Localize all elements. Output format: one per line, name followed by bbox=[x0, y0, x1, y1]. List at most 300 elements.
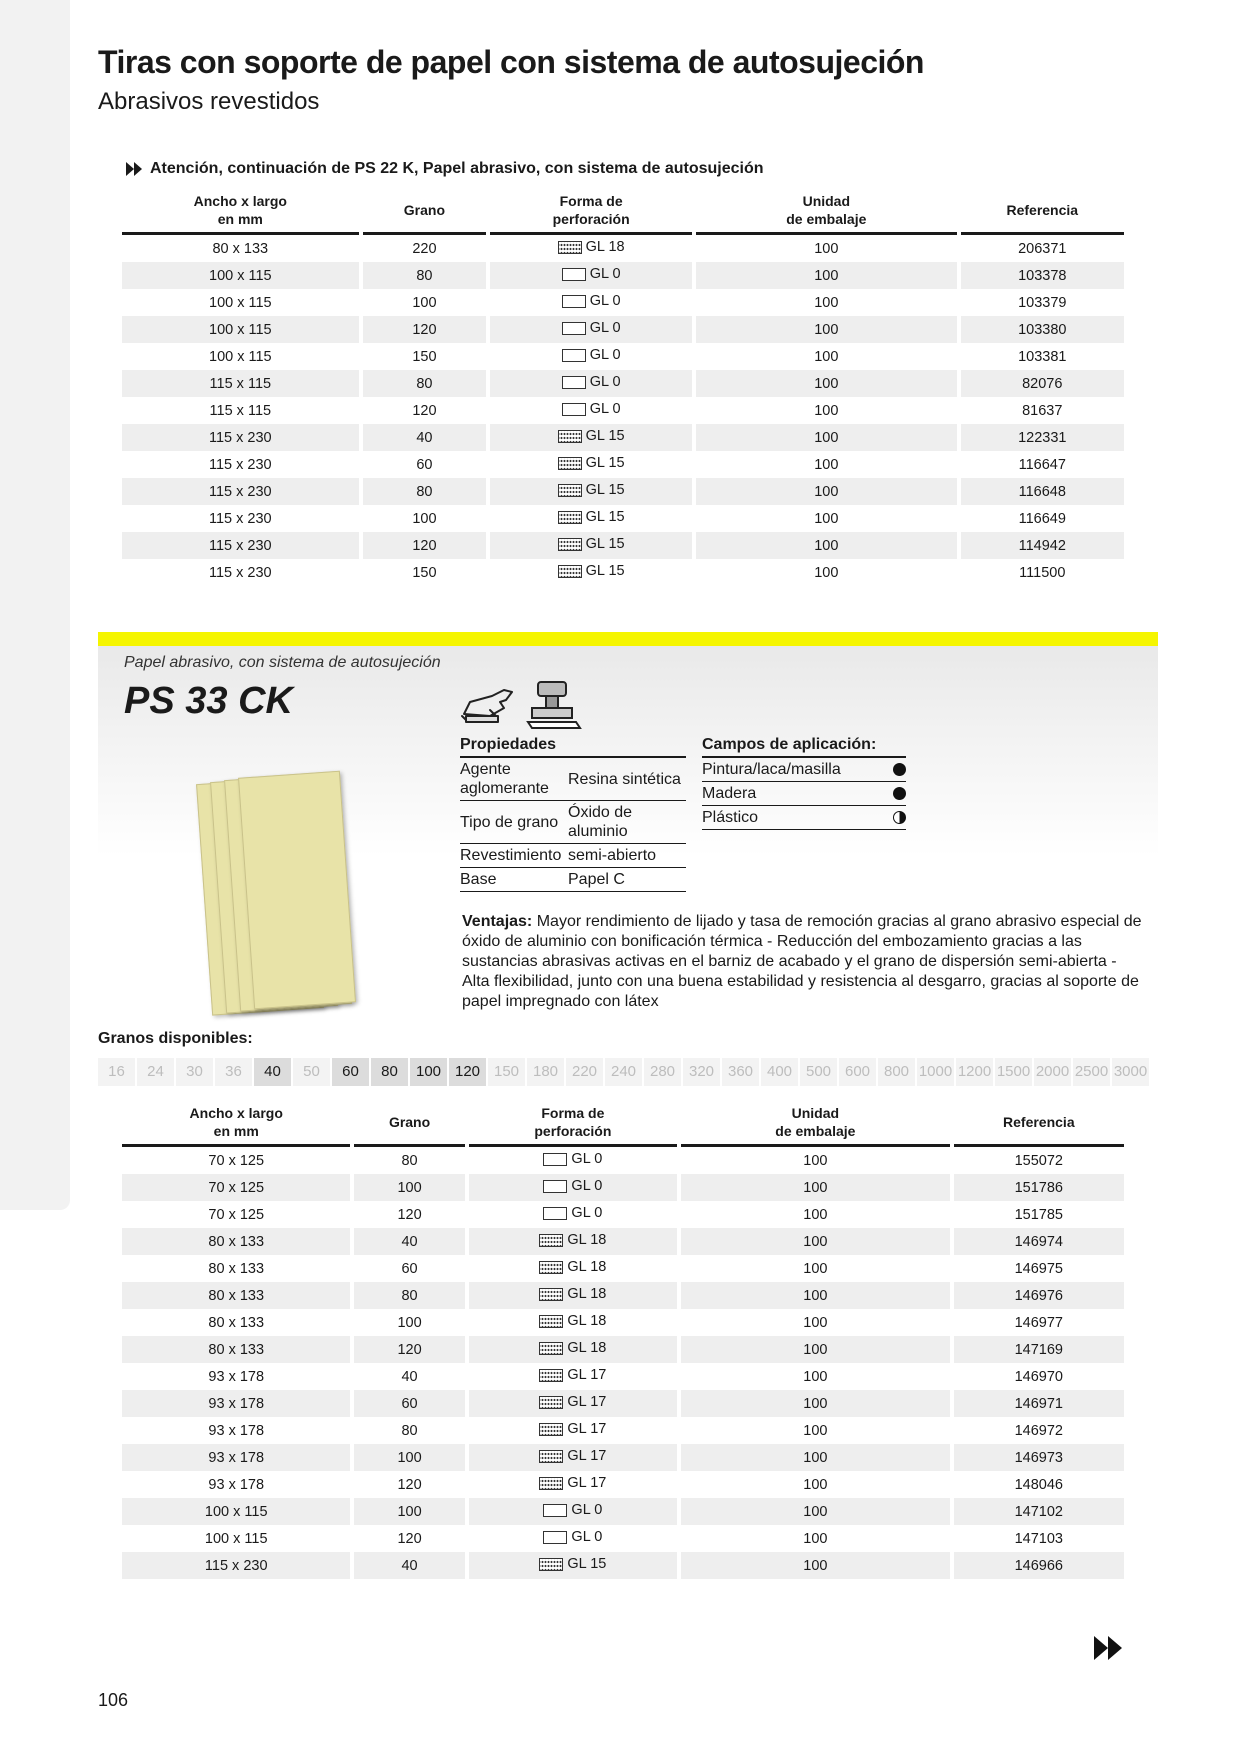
continue-arrow-icon bbox=[1094, 1636, 1126, 1660]
table-row bbox=[122, 532, 1124, 559]
perforated-pattern-icon bbox=[539, 1315, 563, 1328]
applications-table bbox=[702, 734, 906, 830]
page-title: Tiras con soporte de papel con sistema de autosujeción bbox=[98, 44, 924, 80]
property-label: Revestimiento bbox=[460, 844, 568, 868]
cell-reference: 103378 bbox=[961, 262, 1124, 289]
no-holes-pattern-icon bbox=[543, 1180, 567, 1193]
grit-chip: 3000 bbox=[1112, 1058, 1149, 1086]
table-row bbox=[122, 1417, 1124, 1444]
cell-size: 93 x 178 bbox=[208, 1368, 265, 1385]
product-image-strip bbox=[238, 771, 356, 1010]
perforation-code: GL 17 bbox=[567, 1421, 607, 1438]
cell-unit: 100 bbox=[814, 294, 839, 311]
table-row bbox=[122, 451, 1124, 478]
perforated-pattern-icon bbox=[539, 1369, 563, 1382]
cell-unit: 100 bbox=[803, 1422, 828, 1439]
cell-grit: 40 bbox=[363, 424, 487, 451]
cell-size: 100 x 115 bbox=[209, 294, 272, 311]
table-row bbox=[122, 262, 1124, 289]
properties-table bbox=[460, 734, 686, 892]
table-row bbox=[122, 1147, 1124, 1174]
cell-unit: 100 bbox=[696, 478, 956, 505]
no-holes-pattern-icon bbox=[543, 1207, 567, 1220]
cell-grit: 100 bbox=[354, 1444, 464, 1471]
cell-unit: 100 bbox=[814, 348, 839, 365]
cell-reference: 147102 bbox=[954, 1498, 1124, 1525]
cell-reference: 146974 bbox=[954, 1228, 1124, 1255]
perforation-code: GL 15 bbox=[585, 428, 625, 445]
col-header-unit: Unidad de embalaje bbox=[696, 188, 956, 235]
cell-grit: 80 bbox=[363, 478, 487, 505]
cell-size: 93 x 178 bbox=[208, 1422, 265, 1439]
cell-unit: 100 bbox=[696, 532, 956, 559]
cell-unit: 100 bbox=[814, 510, 839, 527]
cell-reference: 103379 bbox=[1018, 294, 1067, 311]
cell-grit: 100 bbox=[412, 294, 437, 311]
perforation-code: GL 15 bbox=[567, 1556, 607, 1573]
cell-grit: 60 bbox=[416, 456, 433, 473]
cell-grit: 60 bbox=[401, 1260, 418, 1277]
cell-perforation bbox=[469, 1228, 677, 1255]
cell-grit: 220 bbox=[412, 240, 437, 257]
cell-reference: 82076 bbox=[961, 370, 1124, 397]
col-header-reference: Referencia bbox=[961, 188, 1124, 235]
cell-unit: 100 bbox=[681, 1282, 950, 1309]
no-holes-pattern-icon bbox=[543, 1504, 567, 1517]
property-value: Papel C bbox=[568, 868, 686, 892]
cell-grit: 150 bbox=[412, 348, 437, 365]
no-holes-pattern-icon bbox=[562, 376, 586, 389]
grit-chip: 40 bbox=[254, 1058, 291, 1086]
cell-reference: 116647 bbox=[1018, 456, 1066, 473]
perforated-pattern-icon bbox=[539, 1450, 563, 1463]
page-subtitle: Abrasivos revestidos bbox=[98, 88, 320, 115]
cell-unit: 100 bbox=[803, 1476, 828, 1493]
perforation-code: GL 0 bbox=[589, 293, 621, 310]
cell-reference: 146976 bbox=[954, 1282, 1124, 1309]
cell-perforation bbox=[469, 1525, 677, 1552]
no-holes-pattern-icon bbox=[543, 1531, 567, 1544]
cell-reference: 146971 bbox=[954, 1390, 1124, 1417]
cell-perforation bbox=[469, 1255, 677, 1282]
perforation-code: GL 17 bbox=[567, 1394, 607, 1411]
cell-unit: 100 bbox=[803, 1260, 828, 1277]
perforated-pattern-icon bbox=[558, 457, 582, 470]
cell-size: 115 x 230 bbox=[122, 1552, 350, 1579]
cell-size: 115 x 230 bbox=[122, 424, 359, 451]
cell-size: 115 x 230 bbox=[209, 456, 272, 473]
col-header-perforation: Forma de perforación bbox=[490, 188, 692, 235]
cell-grit: 40 bbox=[354, 1228, 464, 1255]
grit-chip: 240 bbox=[605, 1058, 642, 1086]
grit-chip: 2500 bbox=[1073, 1058, 1110, 1086]
no-holes-pattern-icon bbox=[562, 322, 586, 335]
cell-grit: 80 bbox=[354, 1282, 464, 1309]
cell-size: 115 x 230 bbox=[209, 564, 272, 581]
perforated-pattern-icon bbox=[558, 484, 582, 497]
table-row bbox=[122, 316, 1124, 343]
property-row bbox=[460, 757, 686, 801]
perforation-code: GL 17 bbox=[567, 1475, 607, 1492]
grit-chip: 16 bbox=[98, 1058, 135, 1086]
cell-grit: 60 bbox=[354, 1390, 464, 1417]
cell-unit: 100 bbox=[814, 564, 839, 581]
cell-unit: 100 bbox=[803, 1206, 828, 1223]
cell-size: 115 x 115 bbox=[122, 370, 359, 397]
partial-suitability-icon bbox=[893, 811, 906, 824]
product-table-ps33ck bbox=[118, 1100, 1128, 1579]
table-row bbox=[122, 1471, 1124, 1498]
grit-chip: 220 bbox=[566, 1058, 603, 1086]
cell-grit: 80 bbox=[363, 370, 487, 397]
perforated-pattern-icon bbox=[539, 1423, 563, 1436]
cell-size: 115 x 230 bbox=[122, 478, 359, 505]
perforation-code: GL 17 bbox=[567, 1448, 607, 1465]
property-label: Base bbox=[460, 868, 568, 892]
table-header-row bbox=[122, 1100, 1124, 1147]
cell-size: 70 x 125 bbox=[208, 1206, 265, 1223]
cell-reference: 147103 bbox=[1014, 1530, 1063, 1547]
cell-reference: 146972 bbox=[1014, 1422, 1063, 1439]
cell-size: 80 x 133 bbox=[122, 1336, 350, 1363]
perforation-code: GL 0 bbox=[589, 266, 621, 283]
table-row bbox=[122, 1363, 1124, 1390]
full-suitability-icon bbox=[893, 763, 906, 776]
grit-chip: 30 bbox=[176, 1058, 213, 1086]
cell-grit: 40 bbox=[354, 1552, 464, 1579]
cell-unit: 100 bbox=[696, 262, 956, 289]
application-row bbox=[702, 757, 906, 782]
side-tab-strip bbox=[0, 0, 70, 1210]
table-row bbox=[122, 370, 1124, 397]
cell-unit: 100 bbox=[681, 1498, 950, 1525]
cell-grit: 100 bbox=[412, 510, 437, 527]
perforation-code: GL 0 bbox=[589, 374, 621, 391]
grit-chip: 60 bbox=[332, 1058, 369, 1086]
perforated-pattern-icon bbox=[539, 1396, 563, 1409]
cell-perforation bbox=[469, 1552, 677, 1579]
cell-unit: 100 bbox=[696, 424, 956, 451]
grit-chip: 2000 bbox=[1034, 1058, 1071, 1086]
grit-chip: 24 bbox=[137, 1058, 174, 1086]
cell-size: 93 x 178 bbox=[122, 1444, 350, 1471]
col-header-size: Ancho x largo en mm bbox=[122, 1100, 350, 1147]
page-number: 106 bbox=[98, 1690, 129, 1710]
perforated-pattern-icon bbox=[558, 241, 582, 254]
grit-chip: 36 bbox=[215, 1058, 252, 1086]
cell-perforation bbox=[490, 478, 692, 505]
cell-reference: 155072 bbox=[1014, 1152, 1063, 1169]
advantages-text: Mayor rendimiento de lijado y tasa de remoción gracias al grano abrasivo especial de óxido de aluminio con bonificación térmica - Reducción del embozamiento gracias a las sustancias abrasivas activas en el barniz de acabado y el grano de dispersión semi-abierta - Alta flexibilidad, junto con una buena estabilidad y resistencia al desgarro, gracias al soporte de papel impregnado con látex bbox=[462, 913, 1142, 1010]
hand-sanding-icon bbox=[460, 672, 590, 732]
cell-unit: 100 bbox=[681, 1444, 950, 1471]
no-holes-pattern-icon bbox=[562, 349, 586, 362]
cell-reference: 151785 bbox=[1014, 1206, 1063, 1223]
cell-reference: 146973 bbox=[954, 1444, 1124, 1471]
cell-size: 80 x 133 bbox=[212, 240, 269, 257]
cell-size: 115 x 230 bbox=[122, 532, 359, 559]
perforation-code: GL 15 bbox=[585, 563, 625, 580]
cell-reference: 148046 bbox=[1014, 1476, 1063, 1493]
cell-grit: 80 bbox=[363, 262, 487, 289]
cell-reference: 146977 bbox=[1014, 1314, 1063, 1331]
cell-unit: 100 bbox=[681, 1174, 950, 1201]
perforation-code: GL 0 bbox=[589, 347, 621, 364]
double-arrow-icon bbox=[126, 162, 144, 176]
cell-perforation bbox=[490, 370, 692, 397]
cell-reference: 116649 bbox=[1018, 510, 1066, 527]
cell-size: 100 x 115 bbox=[122, 262, 359, 289]
perforation-code: GL 0 bbox=[571, 1178, 603, 1195]
cell-reference: 146970 bbox=[1014, 1368, 1063, 1385]
perforated-pattern-icon bbox=[539, 1261, 563, 1274]
cell-perforation bbox=[469, 1498, 677, 1525]
cell-perforation bbox=[469, 1417, 677, 1444]
cell-size: 80 x 133 bbox=[208, 1314, 265, 1331]
no-holes-pattern-icon bbox=[543, 1153, 567, 1166]
col-header-size: Ancho x largo en mm bbox=[122, 188, 359, 235]
applications-title: Campos de aplicación: bbox=[702, 734, 906, 757]
cell-size: 100 x 115 bbox=[122, 1498, 350, 1525]
table-row bbox=[122, 289, 1124, 316]
col-header-grit: Grano bbox=[363, 188, 487, 235]
cell-reference: 114942 bbox=[961, 532, 1124, 559]
cell-unit: 100 bbox=[681, 1552, 950, 1579]
perforation-code: GL 0 bbox=[571, 1502, 603, 1519]
cell-grit: 80 bbox=[401, 1422, 418, 1439]
cell-grit: 120 bbox=[397, 1206, 422, 1223]
perforated-pattern-icon bbox=[558, 430, 582, 443]
table-row bbox=[122, 1498, 1124, 1525]
cell-reference: 146975 bbox=[1014, 1260, 1063, 1277]
cell-size: 100 x 115 bbox=[209, 348, 272, 365]
cell-perforation bbox=[490, 235, 692, 262]
perforation-code: GL 18 bbox=[567, 1232, 607, 1249]
perforation-code: GL 15 bbox=[585, 455, 625, 472]
continuation-note-text: Atención, continuación de PS 22 K, Papel abrasivo, con sistema de autosujeción bbox=[150, 160, 764, 177]
cell-perforation bbox=[490, 262, 692, 289]
table-header-row bbox=[122, 188, 1124, 235]
grit-chip: 120 bbox=[449, 1058, 486, 1086]
table-row bbox=[122, 559, 1124, 586]
grit-chip: 1200 bbox=[956, 1058, 993, 1086]
col-header-unit: Unidad de embalaje bbox=[681, 1100, 950, 1147]
cell-reference: 206371 bbox=[1018, 240, 1067, 257]
cell-size: 80 x 133 bbox=[122, 1228, 350, 1255]
table-row bbox=[122, 343, 1124, 370]
cell-unit: 100 bbox=[681, 1336, 950, 1363]
cell-size: 80 x 133 bbox=[208, 1260, 265, 1277]
grit-chip: 80 bbox=[371, 1058, 408, 1086]
cell-grit: 100 bbox=[397, 1314, 422, 1331]
cell-unit: 100 bbox=[814, 456, 839, 473]
grit-chip: 1000 bbox=[917, 1058, 954, 1086]
perforation-code: GL 0 bbox=[589, 320, 621, 337]
table-row bbox=[122, 1552, 1124, 1579]
no-holes-pattern-icon bbox=[562, 403, 586, 416]
perforation-code: GL 15 bbox=[585, 482, 625, 499]
grit-chip: 50 bbox=[293, 1058, 330, 1086]
perforation-code: GL 0 bbox=[571, 1205, 603, 1222]
table-row bbox=[122, 505, 1124, 532]
cell-unit: 100 bbox=[681, 1228, 950, 1255]
cell-unit: 100 bbox=[803, 1314, 828, 1331]
cell-size: 70 x 125 bbox=[122, 1174, 350, 1201]
cell-perforation bbox=[490, 505, 692, 532]
cell-perforation bbox=[469, 1390, 677, 1417]
cell-grit: 120 bbox=[354, 1336, 464, 1363]
no-holes-pattern-icon bbox=[562, 295, 586, 308]
cell-perforation bbox=[469, 1201, 677, 1228]
cell-perforation bbox=[469, 1309, 677, 1336]
table-row bbox=[122, 424, 1124, 451]
advantages-paragraph bbox=[462, 912, 1142, 1012]
product-table-ps22k bbox=[118, 188, 1128, 586]
perforation-code: GL 0 bbox=[571, 1151, 603, 1168]
application-row bbox=[702, 806, 906, 830]
perforation-code: GL 18 bbox=[567, 1259, 607, 1276]
property-label: Agente aglomerante bbox=[460, 757, 568, 801]
cell-unit: 100 bbox=[803, 1368, 828, 1385]
cell-reference: 116648 bbox=[961, 478, 1124, 505]
cell-reference: 111500 bbox=[1019, 564, 1066, 581]
col-header-perforation: Forma de perforación bbox=[469, 1100, 677, 1147]
perforation-code: GL 15 bbox=[585, 536, 625, 553]
table-row bbox=[122, 1444, 1124, 1471]
grit-chip: 360 bbox=[722, 1058, 759, 1086]
perforated-pattern-icon bbox=[558, 511, 582, 524]
cell-size: 115 x 230 bbox=[209, 510, 272, 527]
col-header-reference: Referencia bbox=[954, 1100, 1124, 1147]
cell-grit: 100 bbox=[354, 1498, 464, 1525]
cell-unit: 100 bbox=[803, 1152, 828, 1169]
application-label: Madera bbox=[702, 782, 886, 806]
product-subtitle: Papel abrasivo, con sistema de autosujeción bbox=[124, 654, 441, 671]
cell-grit: 40 bbox=[401, 1368, 418, 1385]
cell-perforation bbox=[469, 1174, 677, 1201]
perforated-pattern-icon bbox=[539, 1288, 563, 1301]
property-row bbox=[460, 868, 686, 892]
perforation-code: GL 18 bbox=[585, 239, 625, 256]
cell-grit: 120 bbox=[412, 402, 437, 419]
col-header-grit: Grano bbox=[354, 1100, 464, 1147]
grit-chip: 800 bbox=[878, 1058, 915, 1086]
cell-size: 100 x 115 bbox=[122, 316, 359, 343]
perforated-pattern-icon bbox=[558, 565, 582, 578]
cell-size: 70 x 125 bbox=[208, 1152, 265, 1169]
cell-perforation bbox=[469, 1147, 677, 1174]
cell-perforation bbox=[469, 1282, 677, 1309]
cell-perforation bbox=[490, 343, 692, 370]
cell-grit: 80 bbox=[401, 1152, 418, 1169]
perforation-code: GL 0 bbox=[589, 401, 621, 418]
cell-grit: 120 bbox=[397, 1530, 422, 1547]
grit-chip: 400 bbox=[761, 1058, 798, 1086]
grit-chip: 600 bbox=[839, 1058, 876, 1086]
cell-reference: 103381 bbox=[1018, 348, 1067, 365]
cell-unit: 100 bbox=[803, 1530, 828, 1547]
perforated-pattern-icon bbox=[539, 1558, 563, 1571]
grit-chip: 180 bbox=[527, 1058, 564, 1086]
perforated-pattern-icon bbox=[539, 1342, 563, 1355]
table-row bbox=[122, 1201, 1124, 1228]
grit-chip: 500 bbox=[800, 1058, 837, 1086]
perforation-code: GL 18 bbox=[567, 1286, 607, 1303]
table-row bbox=[122, 1228, 1124, 1255]
cell-unit: 100 bbox=[814, 402, 839, 419]
property-row bbox=[460, 801, 686, 844]
cell-grit: 120 bbox=[397, 1476, 422, 1493]
grit-chip: 100 bbox=[410, 1058, 447, 1086]
available-grits-label: Granos disponibles: bbox=[98, 1030, 253, 1047]
table-row bbox=[122, 1255, 1124, 1282]
cell-size: 93 x 178 bbox=[208, 1476, 265, 1493]
full-suitability-icon bbox=[893, 787, 906, 800]
table-row bbox=[122, 397, 1124, 424]
application-row bbox=[702, 782, 906, 806]
table-row bbox=[122, 1390, 1124, 1417]
cell-perforation bbox=[469, 1471, 677, 1498]
perforated-pattern-icon bbox=[539, 1477, 563, 1490]
continuation-note bbox=[126, 160, 764, 178]
grit-availability-row bbox=[98, 1058, 1149, 1086]
cell-reference: 147169 bbox=[954, 1336, 1124, 1363]
property-row bbox=[460, 844, 686, 868]
cell-size: 100 x 115 bbox=[204, 1530, 268, 1547]
cell-perforation bbox=[490, 532, 692, 559]
perforation-code: GL 0 bbox=[571, 1529, 603, 1546]
property-label: Tipo de grano bbox=[460, 801, 568, 844]
cell-unit: 100 bbox=[681, 1390, 950, 1417]
advantages-label: Ventajas: bbox=[462, 913, 533, 930]
perforated-pattern-icon bbox=[539, 1234, 563, 1247]
property-value: Resina sintética bbox=[568, 757, 686, 801]
cell-size: 93 x 178 bbox=[122, 1390, 350, 1417]
table-row bbox=[122, 1282, 1124, 1309]
properties-title: Propiedades bbox=[460, 734, 686, 757]
grit-chip: 150 bbox=[488, 1058, 525, 1086]
cell-size: 80 x 133 bbox=[122, 1282, 350, 1309]
table-row bbox=[122, 478, 1124, 505]
cell-reference: 122331 bbox=[961, 424, 1124, 451]
perforated-pattern-icon bbox=[558, 538, 582, 551]
cell-grit: 120 bbox=[363, 532, 487, 559]
table-row bbox=[122, 235, 1124, 262]
property-value: Óxido de aluminio bbox=[568, 801, 686, 844]
perforation-code: GL 18 bbox=[567, 1313, 607, 1330]
cell-reference: 146966 bbox=[954, 1552, 1124, 1579]
cell-unit: 100 bbox=[814, 240, 839, 257]
perforation-code: GL 17 bbox=[567, 1367, 607, 1384]
table-row bbox=[122, 1309, 1124, 1336]
cell-grit: 120 bbox=[363, 316, 487, 343]
perforation-code: GL 18 bbox=[567, 1340, 607, 1357]
table-row bbox=[122, 1336, 1124, 1363]
cell-perforation bbox=[469, 1336, 677, 1363]
perforation-code: GL 15 bbox=[585, 509, 625, 526]
cell-perforation bbox=[469, 1363, 677, 1390]
cell-grit: 150 bbox=[412, 564, 437, 581]
cell-perforation bbox=[490, 559, 692, 586]
property-value: semi-abierto bbox=[568, 844, 686, 868]
cell-grit: 100 bbox=[354, 1174, 464, 1201]
highlight-bar bbox=[98, 632, 1158, 646]
cell-reference: 103380 bbox=[961, 316, 1124, 343]
table-row bbox=[122, 1174, 1124, 1201]
cell-perforation bbox=[490, 289, 692, 316]
cell-perforation bbox=[490, 397, 692, 424]
cell-perforation bbox=[490, 451, 692, 478]
